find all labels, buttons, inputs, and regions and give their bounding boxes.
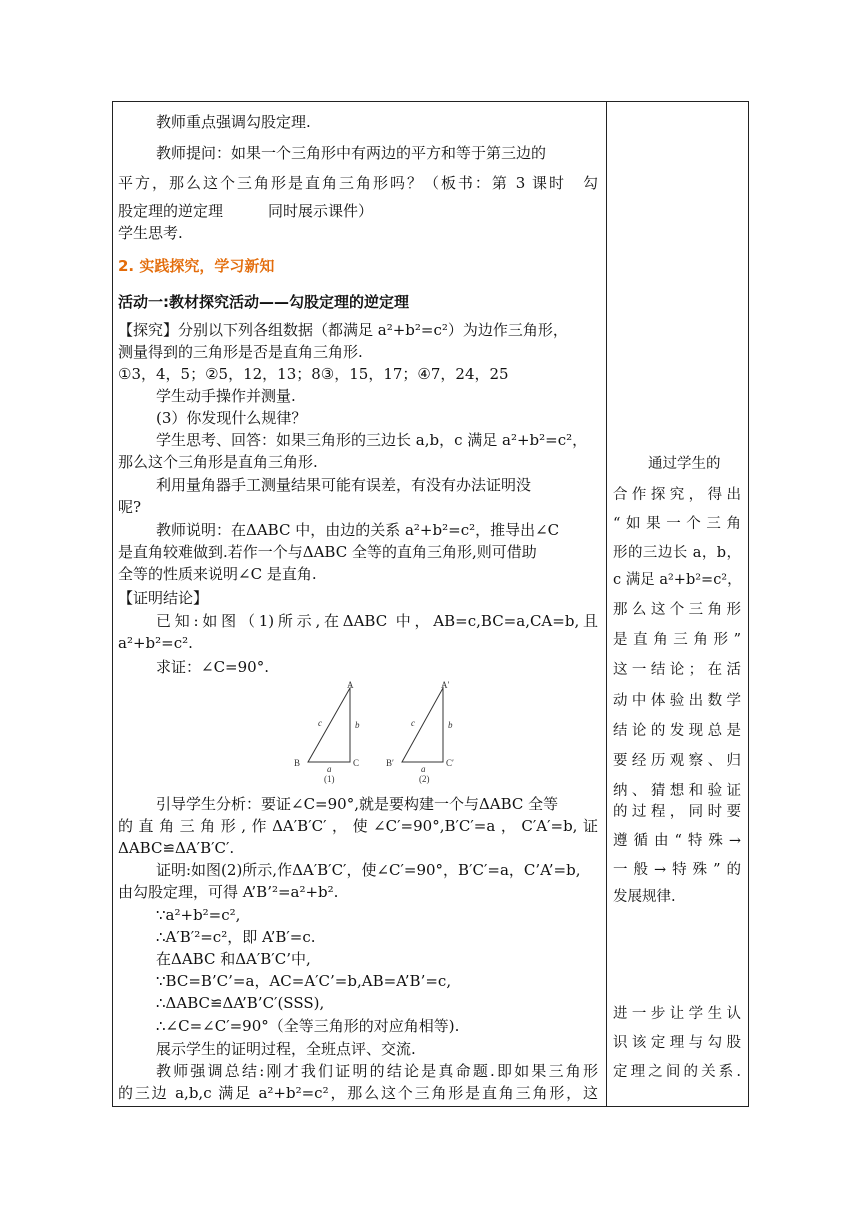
text-line: 学生动手操作并测量. [156,387,296,405]
text-line: 【证明结论】 [118,589,209,607]
note-line: 这一结论；在活 [613,662,741,678]
text-line: 展示学生的证明过程，全班点评、交流. [156,1040,416,1058]
fig1-side-c: c [318,718,322,728]
text-line: 教师强调总结:刚才我们证明的结论是真命题.即如果三角形 [156,1062,598,1080]
text-line: 引导学生分析：要证∠C=90°,就是要构建一个与ΔABC 全等 [156,795,559,813]
text-line: ∴A′B′²=c²，即 A’B′=c. [156,928,316,946]
text-line: 由勾股定理，可得 A’B’²=a²+b². [118,883,339,901]
text-line: ①3，4，5；②5，12，13；8③，15，17；④7，24，25 [118,365,509,383]
text-line: 在ΔABC 和ΔA′B′C’中, [156,950,311,968]
note-line: 纳、猜想和验证 [613,783,741,799]
text-line: 全等的性质来说明∠C 是直角. [118,565,317,583]
text-line: 学生思考. [118,224,183,242]
text-line: 是直角较难做到.若作一个与ΔABC 全等的直角三角形,则可借助 [118,543,537,561]
note-line: 那么这个三角形 [613,602,741,618]
fig2-side-a: a [421,764,426,774]
section-heading: 2. 实践探究，学习新知 [118,257,275,275]
fig2-vertex-b: B′ [386,758,394,768]
text-line: ∵a²+b²=c², [156,906,241,924]
text-line: 教师说明：在ΔABC 中，由边的关系 a²+b²=c²，推导出∠C [156,521,560,539]
note-line: 发展规律. [613,889,676,905]
note-line: 进一步让学生认 [613,1006,741,1022]
text-line: 那么这个三角形是直角三角形. [118,453,318,471]
text-line: 学生思考、回答：如果三角形的三边长 a,b，c 满足 a²+b²=c²， [156,431,588,449]
text-line: 求证：∠C=90°. [156,658,269,676]
text-line: ΔABC≌ΔA′B′C′. [118,839,235,857]
fig2-side-b: b [448,720,453,730]
text-line: 的三边 a,b,c 满足 a²+b²=c²，那么这个三角形是直角三角形，这 [118,1084,598,1102]
note-line: 是直角三角形” [613,632,741,648]
fig1-vertex-c: C [353,758,360,768]
text-line: 已知:如图（1)所示,在ΔABC 中，AB=c,BC=a,CA=b,且 [156,612,598,630]
text-line: (3）你发现什么规律？ [156,409,307,427]
fig2-vertex-c: C′ [446,758,454,768]
column-divider [606,101,607,1107]
fig1-vertex-a: A [347,680,354,690]
note-line: c 满足 a²+b²=c²， [613,572,742,588]
note-line: 通过学生的 [648,456,721,472]
text-line: 教师重点强调勾股定理. [156,113,311,131]
fig2-vertex-a: A′ [441,680,450,690]
text-line: 呢? [118,498,142,516]
note-line: 识该定理与勾股 [613,1035,741,1051]
note-line: 要经历观察、归 [613,753,741,769]
note-line: 遵循由“特殊→ [613,833,741,849]
note-line: 动中体验出数学 [613,693,741,709]
activity-heading: 活动一:教材探究活动——勾股定理的逆定理 [118,293,410,311]
text-line: 【探究】分别以下列各组数据（都满足 a²+b²=c²）为边作三角形， [118,321,568,339]
text-line: 平方，那么这个三角形是直角三角形吗？（板书：第 3 课时 勾 [118,174,598,192]
note-line: 形的三边长 a，b， [613,545,741,561]
text-line: 证明:如图(2)所示,作ΔA′B′C′，使∠C′=90°，B′C′=a，C’A’=b, [156,861,581,879]
triangle-figure [280,678,480,786]
note-line: 的过程，同时要 [613,804,741,820]
text-line: 的直角三角形,作ΔA′B′C′，使∠C′=90°,B′C′=a，C′A′=b,证 [118,817,598,835]
note-line: 结论的发现总是 [613,723,741,739]
fig1-caption: (1) [324,774,335,784]
fig2-caption: (2) [419,774,430,784]
text-line: ∴ΔABC≌ΔA’B’C′(SSS), [156,994,325,1012]
text-line: a²+b²=c². [118,634,193,652]
note-line: “如果一个三角 [613,516,741,532]
text-line: 测量得到的三角形是否是直角三角形. [118,343,363,361]
fig1-side-a: a [327,764,332,774]
note-line: 一般→特殊”的 [613,862,741,878]
text-line: 股定理的逆定理 同时展示课件） [118,202,374,220]
fig2-side-c: c [411,718,415,728]
text-line: ∵BC=B’C’=a，AC=A′C’=b,AB=A’B’=c, [156,972,452,990]
fig1-vertex-b: B [294,758,301,768]
fig1-side-b: b [355,720,360,730]
note-line: 定理之间的关系. [613,1064,741,1080]
text-line: ∴∠C=∠C′=90°（全等三角形的对应角相等). [156,1017,460,1035]
note-line: 合作探究，得出 [613,487,741,503]
text-line: 利用量角器手工测量结果可能有误差，有没有办法证明没 [156,476,532,494]
text-line: 教师提问：如果一个三角形中有两边的平方和等于第三边的 [156,144,547,162]
